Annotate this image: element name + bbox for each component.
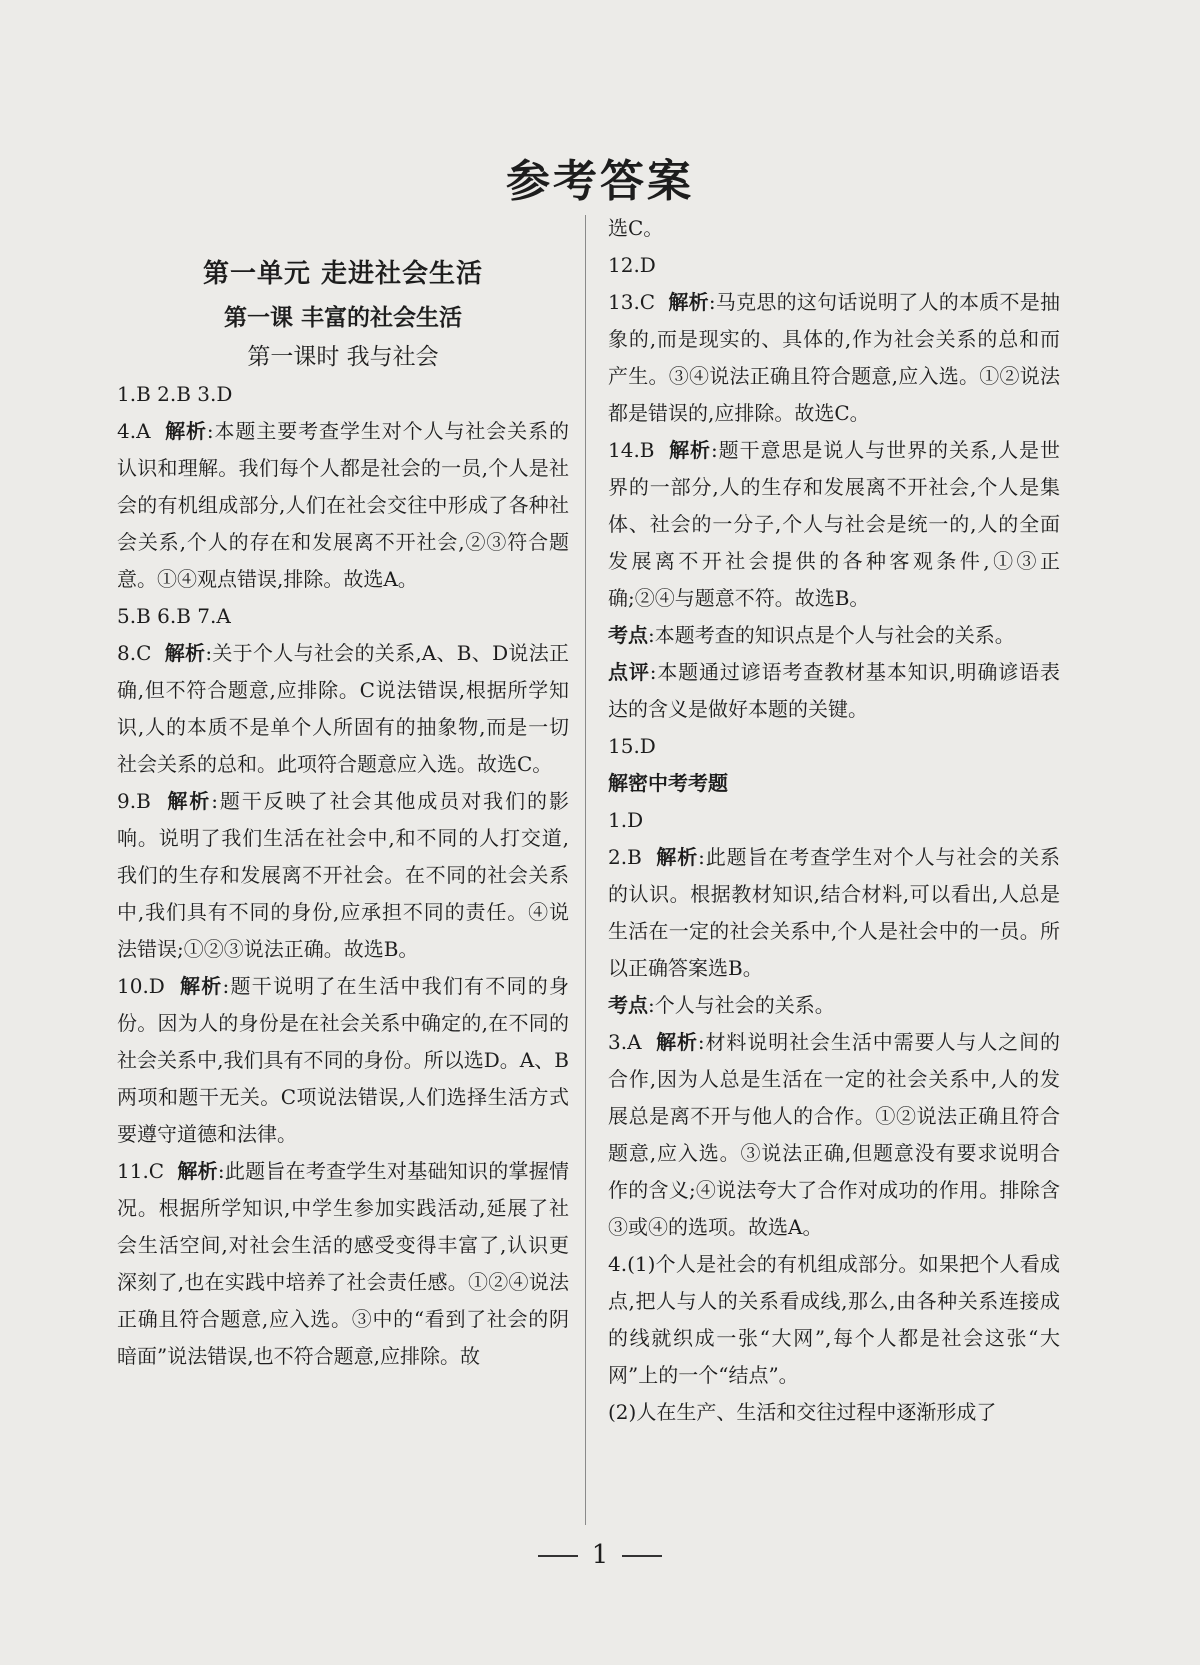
answer-item: 8.C 解析:关于个人与社会的关系,A、B、D说法正确,但不符合题意,应排除。C说法错误,根据所学知识,人的本质不是单个人所固有的抽象物,而是一切社会关系的总和。此项符合题意应入选。故选C。 (117, 641, 570, 776)
answer-item: 2.B 解析:此题旨在考查学生对个人与社会的关系的认识。根据教材知识,结合材料,可以看出,人总是生活在一定的社会关系中,个人是社会中的一员。所以正确答案选B。 (608, 845, 1061, 980)
answer-item: 选C。 (608, 216, 664, 240)
column-divider (585, 215, 586, 1525)
answer-item: 3.A 解析:材料说明社会生活中需要人与人之间的合作,因为人总是生活在一定的社会关系中,人的发展总是离不开与他人的合作。①②说法正确且符合题意,应入选。③说法正确,但题意没有要求说明合作的含义;④说法夸大了合作对成功的作用。排除含③或④的选项。故选A。 (608, 1030, 1060, 1239)
answer-item: 5.B 6.B 7.A (117, 604, 231, 628)
answer-item: (2)人在生产、生活和交往过程中逐渐形成了 (608, 1400, 997, 1424)
period-heading: 第一课时 我与社会 (247, 344, 439, 370)
answer-item: 考点:个人与社会的关系。 (608, 993, 835, 1017)
unit-heading: 第一单元 走进社会生活 (202, 259, 484, 289)
answer-item: 1.D (608, 808, 644, 832)
answer-item: 14.B 解析:题干意思是说人与世界的关系,人是世界的一部分,人的生存和发展离不开社会,个人是集体、社会的一分子,个人与社会是统一的,人的全面发展离不开社会提供的各种客观条件,①③正确;②④与题意不符。故选B。 (608, 438, 1060, 610)
left-column (117, 212, 569, 1375)
page-number: 1 (591, 1540, 609, 1570)
answer-item: 10.D 解析:题干说明了在生活中我们有不同的身份。因为人的身份是在社会关系中确定的,在不同的社会关系中,我们具有不同的身份。所以选D。A、B两项和题干无关。C项说法错误,人们选择生活方式要遵守道德和法律。 (117, 974, 569, 1146)
section-heading: 解密中考考题 (608, 771, 728, 795)
left-answers (117, 376, 569, 1375)
answer-item: 4.A 解析:本题主要考查学生对个人与社会关系的认识和理解。我们每个人都是社会的一员,个人是社会的有机组成部分,人们在社会交往中形成了各种社会关系,个人的存在和发展离不开社会,②③符合题意。①④观点错误,排除。故选A。 (117, 419, 569, 591)
answer-item: 点评:本题通过谚语考查教材基本知识,明确谚语表达的含义是做好本题的关键。 (608, 660, 1060, 721)
answer-item: 考点:本题考查的知识点是个人与社会的关系。 (608, 623, 1015, 647)
page-title: 参考答案 (506, 156, 694, 207)
answer-item: 4.(1)个人是社会的有机组成部分。如果把个人看成点,把人与人的关系看成线,那么,由各种关系连接成的线就织成一张“大网”,每个人都是社会这张“大网”上的一个“结点”。 (608, 1252, 1060, 1387)
footer-dash (538, 1555, 578, 1557)
answer-item: 12.D (608, 253, 656, 277)
lesson-heading: 第一课 丰富的社会生活 (223, 304, 462, 331)
footer-dash (622, 1555, 662, 1557)
answer-item: 9.B 解析:题干反映了社会其他成员对我们的影响。说明了我们生活在社会中,和不同的人打交道,我们的生存和发展离不开社会。在不同的社会关系中,我们具有不同的身份,应承担不同的责任。④说法错误;①②③说法正确。故选B。 (117, 789, 569, 961)
right-column (608, 210, 1060, 1431)
answer-item: 13.C 解析:马克思的这句话说明了人的本质不是抽象的,而是现实的、具体的,作为社会关系的总和而产生。③④说法正确且符合题意,应入选。①②说法都是错误的,应排除。故选C。 (608, 290, 1061, 425)
answer-item: 15.D (608, 734, 656, 758)
answer-item: 11.C 解析:此题旨在考查学生对基础知识的掌握情况。根据所学知识,中学生参加实践活动,延展了社会生活空间,对社会生活的感受变得丰富了,认识更深刻了,也在实践中培养了社会责任感。①②④说法正确且符合题意,应入选。③中的“看到了社会的阴暗面”说法错误,也不符合题意,应排除。故 (117, 1159, 570, 1368)
answer-item: 1.B 2.B 3.D (117, 382, 233, 406)
page-footer (0, 1540, 1200, 1570)
